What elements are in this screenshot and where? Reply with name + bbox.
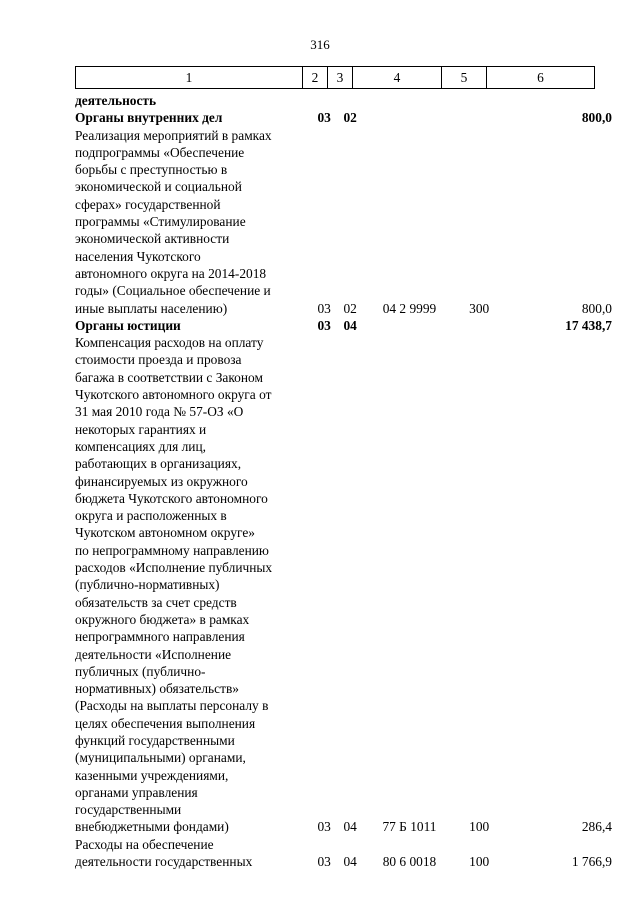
table-row <box>75 334 615 836</box>
amount: 17 438,7 <box>565 317 612 333</box>
expense-type-code <box>456 109 503 126</box>
expense-type-code: 100 <box>469 819 490 835</box>
budget-table-body <box>75 92 615 870</box>
amount: 800,0 <box>581 110 612 126</box>
expense-type-code: 100 <box>469 854 490 870</box>
subsection-code: 04 <box>343 854 357 870</box>
table-row <box>75 836 615 871</box>
expense-type-code: 300 <box>469 300 490 316</box>
target-article-code: 04 2 9999 <box>382 300 437 316</box>
section-code: 03 <box>317 819 331 835</box>
subsection-code: 02 <box>343 110 357 126</box>
amount: 1 766,9 <box>571 854 612 870</box>
table-row <box>75 92 615 109</box>
table-row <box>75 317 615 334</box>
target-article-code <box>363 92 456 109</box>
target-article-code <box>363 109 456 126</box>
column-header-5: 5 <box>442 67 487 89</box>
column-header-row <box>76 67 595 89</box>
section-code <box>311 92 337 109</box>
expense-type-code <box>456 92 503 109</box>
row-name: Компенсация расходов на оплату стоимости проезда и провоза багажа в соответствии с Законом Чукотского автономного округа от 31 мая 2010 года № 57-ОЗ «О некоторых гарантиях и компенсациях для лиц, работающих в организациях, финансируемых из окружного бюджета Чукотского автономного округа и расположенных в Чукотском автономном округе» по непрограммному направлению расходов «Исполнение публичных (публично-нормативных) обязательств за счет средств окружного бюджета» в рамках непрограммного направления деятельности «Исполнение публичных (публично- нормативных) обязательств» (Расходы на выплаты персоналу в целях обеспечения выполнения функций государственными (муниципальными) органами, казенными учреждениями, органами управления государственными внебюджетными фондами) <box>75 335 273 835</box>
amount <box>503 92 615 109</box>
column-header-1: 1 <box>76 67 303 89</box>
target-article-code: 77 Б 1011 <box>382 819 437 835</box>
target-article-code <box>363 317 456 334</box>
target-article-code: 80 6 0018 <box>382 854 437 870</box>
row-name: деятельность <box>75 93 157 108</box>
column-header-3: 3 <box>328 67 353 89</box>
subsection-code: 04 <box>343 819 357 835</box>
row-name: Расходы на обеспечение деятельности государственных <box>75 836 253 870</box>
amount: 800,0 <box>581 300 612 316</box>
subsection-code: 04 <box>343 317 357 333</box>
amount: 286,4 <box>581 819 612 835</box>
row-name: Реализация мероприятий в рамках подпрограммы «Обеспечение борьбы с преступностью в экономической и социальной сферах» государственной программы «Стимулирование экономической активности населения Чукотского автономного округа на 2014-2018 годы» (Социальное обеспечение и иные выплаты населению) <box>75 127 272 316</box>
column-header-4: 4 <box>353 67 442 89</box>
row-name: Органы юстиции <box>75 317 181 333</box>
expense-type-code <box>456 317 503 334</box>
section-code: 03 <box>317 854 331 870</box>
column-header-table <box>75 66 595 89</box>
column-header-6: 6 <box>487 67 595 89</box>
page-number: 316 <box>310 37 330 52</box>
budget-table <box>75 92 615 870</box>
section-code: 03 <box>317 300 331 316</box>
table-row <box>75 109 615 126</box>
section-code: 03 <box>317 317 331 333</box>
subsection-code <box>337 92 363 109</box>
section-code: 03 <box>317 110 331 126</box>
row-name: Органы внутренних дел <box>75 110 223 126</box>
column-header-2: 2 <box>303 67 328 89</box>
subsection-code: 02 <box>343 300 357 316</box>
table-row <box>75 127 615 317</box>
